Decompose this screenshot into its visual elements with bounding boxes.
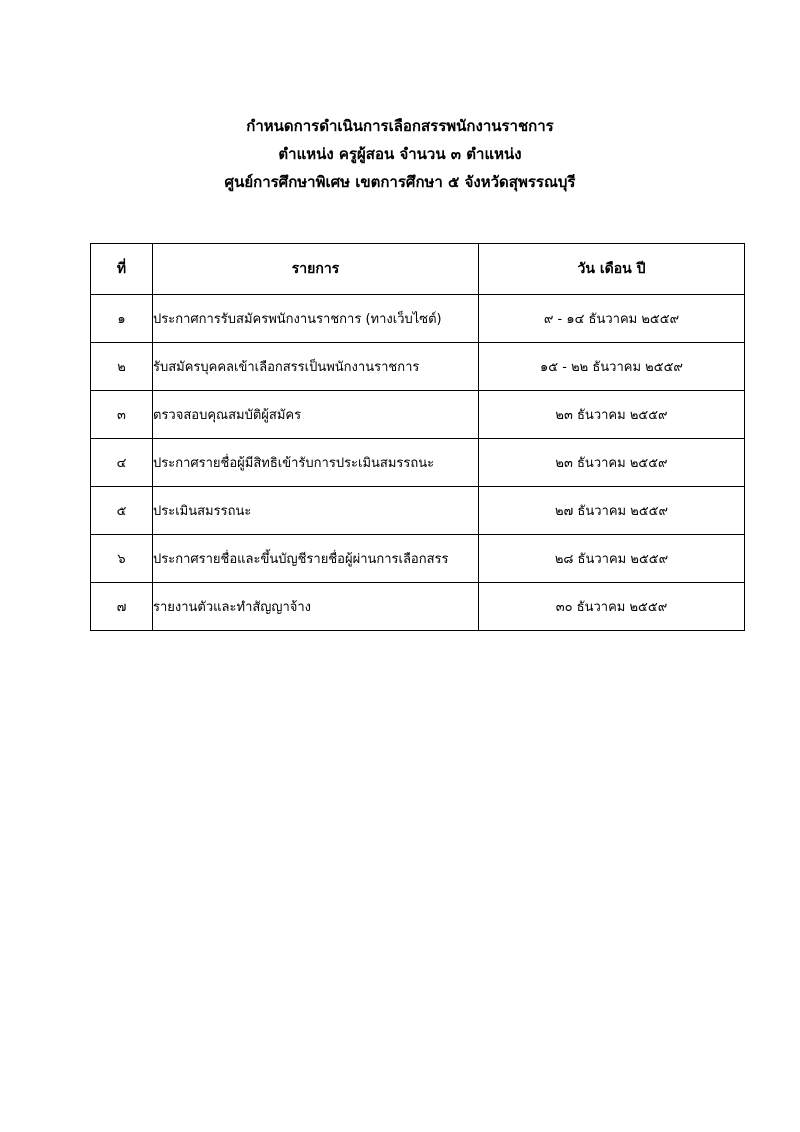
table-row — [91, 487, 745, 535]
row-number: ๕ — [91, 487, 153, 535]
row-date: ๒๗ ธันวาคม ๒๕๕๙ — [479, 487, 745, 535]
document-title — [0, 112, 800, 196]
table-row — [91, 583, 745, 631]
title-line-2: ตำแหน่ง ครูผู้สอน จำนวน ๓ ตำแหน่ง — [278, 145, 522, 163]
row-number: ๗ — [91, 583, 153, 631]
header-item: รายการ — [153, 244, 479, 295]
schedule-table — [90, 243, 745, 631]
row-item: ประเมินสมรรถนะ — [153, 487, 479, 535]
table-row — [91, 439, 745, 487]
row-number: ๔ — [91, 439, 153, 487]
row-date: ๒๘ ธันวาคม ๒๕๕๙ — [479, 535, 745, 583]
title-line-3: ศูนย์การศึกษาพิเศษ เขตการศึกษา ๕ จังหวัดสุพรรณบุรี — [224, 173, 576, 191]
table-row — [91, 391, 745, 439]
row-number: ๑ — [91, 295, 153, 343]
table-row — [91, 343, 745, 391]
row-date: ๒๓ ธันวาคม ๒๕๕๙ — [479, 439, 745, 487]
table-row — [91, 535, 745, 583]
header-no: ที่ — [91, 244, 153, 295]
row-number: ๓ — [91, 391, 153, 439]
row-date: ๒๓ ธันวาคม ๒๕๕๙ — [479, 391, 745, 439]
title-line-1: กำหนดการดำเนินการเลือกสรรพนักงานราชการ — [246, 117, 554, 135]
row-number: ๖ — [91, 535, 153, 583]
table-header-row — [91, 244, 745, 295]
row-date: ๓๐ ธันวาคม ๒๕๕๙ — [479, 583, 745, 631]
row-date: ๑๕ - ๒๒ ธันวาคม ๒๕๕๙ — [479, 343, 745, 391]
row-item: รับสมัครบุคคลเข้าเลือกสรรเป็นพนักงานราชการ — [153, 343, 479, 391]
row-date: ๙ - ๑๔ ธันวาคม ๒๕๕๙ — [479, 295, 745, 343]
row-item: ประกาศรายชื่อผู้มีสิทธิเข้ารับการประเมินสมรรถนะ — [153, 439, 479, 487]
row-item: ประกาศการรับสมัครพนักงานราชการ (ทางเว็บไซต์) — [153, 295, 479, 343]
row-item: ประกาศรายชื่อและขึ้นบัญชีรายชื่อผู้ผ่านการเลือกสรร — [153, 535, 479, 583]
table-row — [91, 295, 745, 343]
row-item: รายงานตัวและทำสัญญาจ้าง — [153, 583, 479, 631]
header-date: วัน เดือน ปี — [479, 244, 745, 295]
row-item: ตรวจสอบคุณสมบัติผู้สมัคร — [153, 391, 479, 439]
row-number: ๒ — [91, 343, 153, 391]
